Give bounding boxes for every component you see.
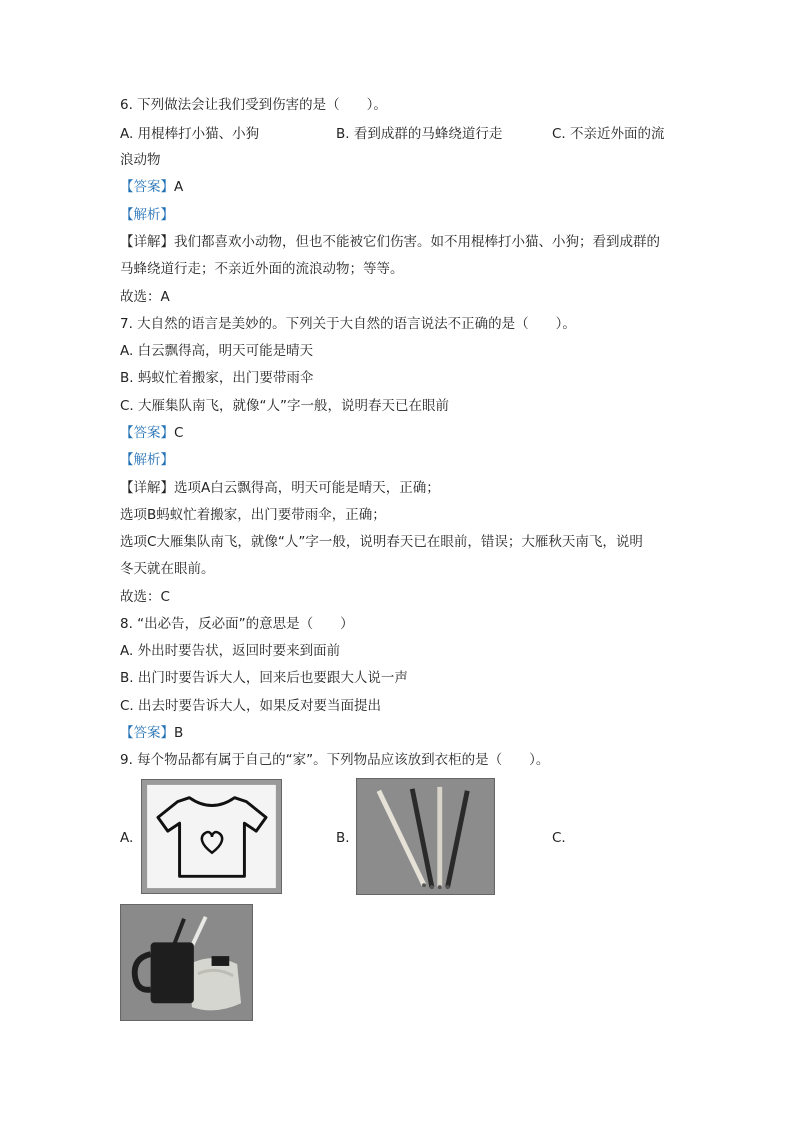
q9-option-b-label: B. [336,830,350,846]
q7-choice: 故选：C [120,589,170,605]
answer-tag: 【答案】 [120,425,174,441]
tshirt-heart-icon [142,780,281,893]
q6-option-a: A. 用棍棒打小猫、小狗 [120,126,260,142]
detail-tag: 【详解】 [120,234,174,250]
q8-option-b: B. 出门时要告诉大人，回来后也要跟大人说一声 [120,670,408,686]
answer-tag: 【答案】 [120,725,174,741]
answer-tag: 【答案】 [120,179,174,195]
q9-option-a-label: A. [120,830,134,846]
pencils-image [356,778,495,895]
q8-answer [120,724,183,742]
q7-detail-line-3: 选项C大雁集队南飞，就像“人”字一般，说明春天已在眼前，错误；大雁秋天南飞，说明 [120,534,643,550]
q7-analysis-tag: 【解析】 [120,452,174,468]
answer-value: A [174,179,184,195]
q9-option-c-label: C. [552,830,566,846]
tshirt-heart-image [141,779,282,894]
q7-answer [120,424,183,442]
q7-option-c: C. 大雁集队南飞，就像“人”字一般，说明春天已在眼前 [120,398,449,414]
q7-detail-line-4: 冬天就在眼前。 [120,561,215,577]
q7-detail-line-2: 选项B蚂蚁忙着搬家，出门要带雨伞，正确； [120,507,386,523]
q7-detail-line-1 [120,479,440,497]
q9-stem: 9. 每个物品都有属于自己的“家”。下列物品应该放到衣柜的是（ ）。 [120,752,550,768]
q6-option-b: B. 看到成群的马蜂绕道行走 [336,126,503,142]
q8-option-a: A. 外出时要告状，返回时要来到面前 [120,643,341,659]
q6-analysis-tag: 【解析】 [120,207,174,223]
q6-detail-line-2: 马蜂绕道行走；不亲近外面的流浪动物；等等。 [120,261,404,277]
q7-option-b: B. 蚂蚁忙着搬家，出门要带雨伞 [120,370,314,386]
q6-option-c: C. 不亲近外面的流 [552,126,665,142]
q6-stem: 6. 下列做法会让我们受到伤害的是（ ）。 [120,97,387,113]
detail-text: 选项A白云飘得高，明天可能是晴天，正确； [174,480,440,496]
q6-choice: 故选：A [120,289,170,305]
answer-value: C [174,425,184,441]
pencils-icon [357,779,494,894]
cup-toothbrush-towel-icon [121,905,252,1020]
q8-option-c: C. 出去时要告诉大人，如果反对要当面提出 [120,698,382,714]
q6-answer [120,178,183,196]
q7-stem: 7. 大自然的语言是美妙的。下列关于大自然的语言说法不正确的是（ ）。 [120,316,576,332]
q7-option-a: A. 白云飘得高，明天可能是晴天 [120,343,314,359]
cup-toothbrush-towel-image [120,904,253,1021]
q8-stem: 8. “出必告，反必面”的意思是（ ） [120,616,354,632]
answer-value: B [174,725,184,741]
q6-option-c-continued: 浪动物 [120,152,161,168]
detail-tag: 【详解】 [120,480,174,496]
detail-text: 我们都喜欢小动物，但也不能被它们伤害。如不用棍棒打小猫、小狗；看到成群的 [174,234,660,250]
q6-detail-line-1 [120,233,660,251]
